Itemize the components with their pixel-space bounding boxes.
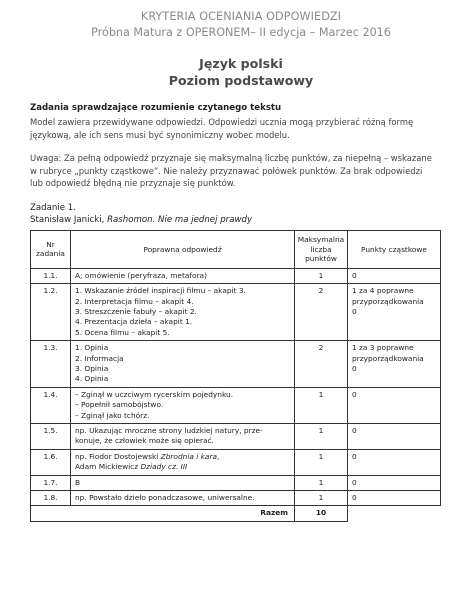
row-answer: B [71, 475, 295, 490]
book-title: Zbrodnia i kara [160, 451, 218, 461]
note-line: Uwaga: Za pełną odpowiedź przyznaje się maksymalną liczbę punktów, za niepełną – wskazane [30, 153, 432, 164]
note-line: w rubryce „punkty cząstkowe”. Nie należy przyznawać połówek punktów. Za brak odpowiedzi [30, 165, 423, 176]
row-max: 1 [295, 424, 348, 450]
row-partial: 1 za 3 poprawne przyporządkowania 0 [348, 341, 441, 388]
table-row [31, 449, 441, 475]
row-partial: 1 za 4 poprawne przyporządkowania 0 [348, 284, 441, 341]
row-max: 1 [295, 268, 348, 283]
header-nr: Nr zadania [31, 230, 71, 268]
total-value: 10 [295, 506, 348, 521]
row-answer: 1. Wskazanie źródeł inspiracji filmu – akapit 3. 2. Interpretacja filmu – akapit 4. 3. Streszczenie fabuły – akapit 2. 4. Prezentacja dzieła – akapit 1. 5. Ocena filmu – akapit 5. [71, 284, 295, 341]
row-answer: np. Fiodor Dostojewski Zbrodnia i kara, Adam Mickiewicz Dziady cz. III [71, 449, 295, 475]
note-line: lub odpowiedź błędną nie przyznaje się punktów. [30, 178, 236, 189]
row-nr: 1.1. [31, 268, 71, 283]
level-title: Poziom podstawowy [168, 73, 314, 88]
intro-line: językową, ale ich sens musi być synonimiczny wobec modelu. [30, 129, 290, 140]
table-row [31, 284, 441, 341]
intro-line: Model zawiera przewidywane odpowiedzi. Odpowiedzi ucznia mogą przybierać różną formę [30, 117, 414, 127]
row-partial: 0 [348, 475, 441, 490]
header-partial: Punkty cząstkowe [348, 230, 441, 268]
intro-paragraph [30, 116, 452, 141]
row-nr: 1.4. [31, 387, 71, 423]
total-empty-cell [348, 506, 441, 521]
table-row [31, 268, 441, 283]
table-row [31, 491, 441, 506]
row-partial: 0 [348, 449, 441, 475]
row-answer: – Zginął w uczciwym rycerskim pojedynku. – Popełnił samobójstwo. – Zginął jako tchórz. [71, 387, 295, 423]
task-label: Zadanie 1. [30, 202, 76, 213]
task-source [30, 215, 452, 225]
header-answer: Poprawna odpowiedź [71, 230, 295, 268]
row-max: 2 [295, 341, 348, 388]
row-nr: 1.6. [31, 449, 71, 475]
row-partial: 0 [348, 424, 441, 450]
subject-title: Język polski [199, 56, 283, 71]
task-author: Stanisław Janicki, [30, 214, 105, 225]
task-work-title: Rashomon. Nie ma jednej prawdy [107, 214, 253, 225]
row-partial: 0 [348, 491, 441, 506]
row-partial: 0 [348, 387, 441, 423]
note-paragraph [30, 152, 452, 190]
header-max: Maksymalna liczba punktów [295, 230, 348, 268]
row-max: 1 [295, 449, 348, 475]
table-row [31, 341, 441, 388]
total-label: Razem [31, 506, 295, 521]
book-title: Dziady cz. III [140, 462, 188, 472]
row-nr: 1.7. [31, 475, 71, 490]
row-max: 1 [295, 387, 348, 423]
answer-table [30, 230, 441, 522]
row-partial: 0 [348, 268, 441, 283]
table-header-row [31, 230, 441, 268]
section-heading: Zadania sprawdzające rozumienie czytanego tekstu [30, 103, 282, 113]
row-max: 1 [295, 475, 348, 490]
row-nr: 1.8. [31, 491, 71, 506]
row-nr: 1.5. [31, 424, 71, 450]
row-nr: 1.2. [31, 284, 71, 341]
row-answer: A; omówienie (peryfraza, metafora) [71, 268, 295, 283]
row-answer: np. Ukazując mroczne strony ludzkiej natury, prze- konuje, że człowiek może się opierać. [71, 424, 295, 450]
row-max: 2 [295, 284, 348, 341]
row-answer: 1. Opinia 2. Informacja 3. Opinia 4. Opinia [71, 341, 295, 388]
total-row [31, 506, 441, 521]
row-max: 1 [295, 491, 348, 506]
table-row [31, 387, 441, 423]
table-row [31, 475, 441, 490]
header-title: KRYTERIA OCENIANIA ODPOWIEDZI [140, 10, 342, 23]
table-row [31, 424, 441, 450]
header-subtitle: Próbna Matura z OPERONEM– II edycja – Marzec 2016 [91, 26, 391, 39]
row-nr: 1.3. [31, 341, 71, 388]
row-answer: np. Powstało dzieło ponadczasowe, uniwersalne. [71, 491, 295, 506]
